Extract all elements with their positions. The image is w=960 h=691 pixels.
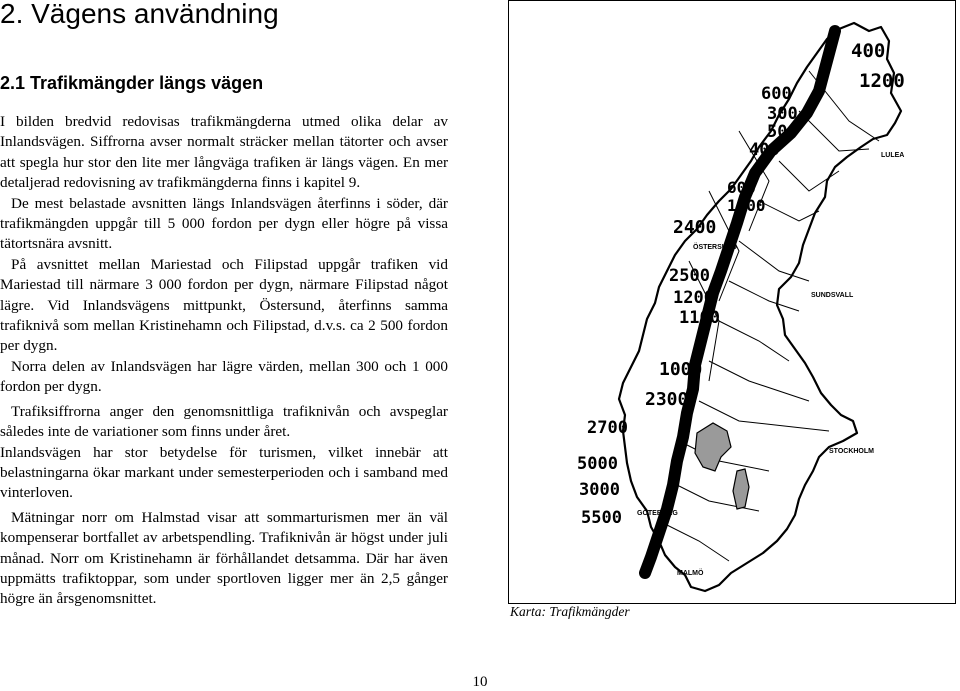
chapter-heading: 2. Vägens användning (0, 0, 279, 29)
sweden-outline (619, 23, 901, 591)
traffic-label: 400 (851, 40, 886, 62)
traffic-label: 1000 (727, 196, 766, 215)
traffic-label: 1200 (859, 70, 905, 92)
paragraph-1: I bilden bredvid redovisas trafikmängderna utmed olika delar av Inlandsvägen. Siffrorna avser normalt sträcker mellan tätorter och avser att spegla hur stor den lite mer långväga trafiken är längs vägen. En mer detaljerad redovisning av trafikmängderna finns i kapitel 9. (0, 113, 448, 192)
page-number: 10 (472, 674, 488, 690)
city-label: MALMÖ (677, 570, 704, 577)
paragraph-7: Mätningar norr om Halmstad visar att sommarturismen mer än väl kompenserar bortfallet av arbetspendling. Trafiknivån är högst under juli månad. Norr om Kristinehamn är förhållandet detsamma. Där har även uppmätts trafiktoppar, som under sportloven ligger mer än 2,5 gånger högre än årsgenomsnittet. (0, 508, 448, 608)
city-label: ÖSTERSUND (693, 244, 737, 251)
city-label: GÖTEBORG (637, 510, 678, 517)
paragraph-5: Trafiksiffrorna anger den genomsnittliga trafiknivån och avspeglar således inte de variationer som finns under året. (0, 402, 448, 441)
traffic-label: 5500 (581, 508, 622, 528)
traffic-label: 300 (767, 104, 798, 124)
traffic-map (508, 0, 956, 604)
traffic-label: 1000 (659, 359, 703, 380)
city-label: SUNDSVALL (811, 292, 854, 299)
city-label: LULEA (881, 152, 905, 159)
paragraph-2: De mest belastade avsnitten längs Inlandsvägen återfinns i söder, där trafikmängden uppgår till 5 000 fordon per dygn eller högre på vissa tätortsnära avsnitt. (0, 194, 448, 253)
traffic-label: 500 (767, 122, 798, 142)
traffic-label: 1100 (679, 308, 720, 328)
map-drawing (509, 1, 956, 604)
traffic-label: 2500 (669, 266, 710, 286)
traffic-label: 2300 (645, 389, 689, 410)
body-text (0, 112, 448, 610)
city-label: STOCKHOLM (829, 448, 874, 455)
traffic-label: 600 (761, 84, 792, 104)
traffic-label: 1200 (673, 288, 714, 308)
lake-vattern (733, 469, 749, 509)
paragraph-4: Norra delen av Inlandsvägen har lägre värden, mellan 300 och 1 000 fordon per dygn. (0, 357, 448, 396)
paragraph-6: Inlandsvägen har stor betydelse för turismen, vilket innebär att belastningarna ökar markant under semesterperioden och i samband med vinterloven. (0, 443, 448, 502)
paragraph-3: På avsnittet mellan Mariestad och Filipstad uppgår trafiken vid Mariestad till närmare 3 000 fordon per dygn, närmare Filipstad något lägre. Vid Inlandsvägens mittpunkt, Östersund, återfinns samma trafiknivå som mellan Kristinehamn och Filipstad, d.v.s. ca 2 500 fordon per dygn. (0, 255, 448, 355)
map-caption: Karta: Trafikmängder (510, 604, 630, 619)
lake-vanern (695, 423, 731, 471)
traffic-label: 2400 (673, 217, 717, 238)
traffic-label: 5000 (577, 454, 618, 474)
section-heading: 2.1 Trafikmängder längs vägen (0, 73, 264, 93)
traffic-label: 2700 (587, 418, 628, 438)
traffic-label: 3000 (579, 480, 620, 500)
traffic-label: 400 (749, 140, 780, 160)
traffic-label: 600 (727, 178, 756, 197)
